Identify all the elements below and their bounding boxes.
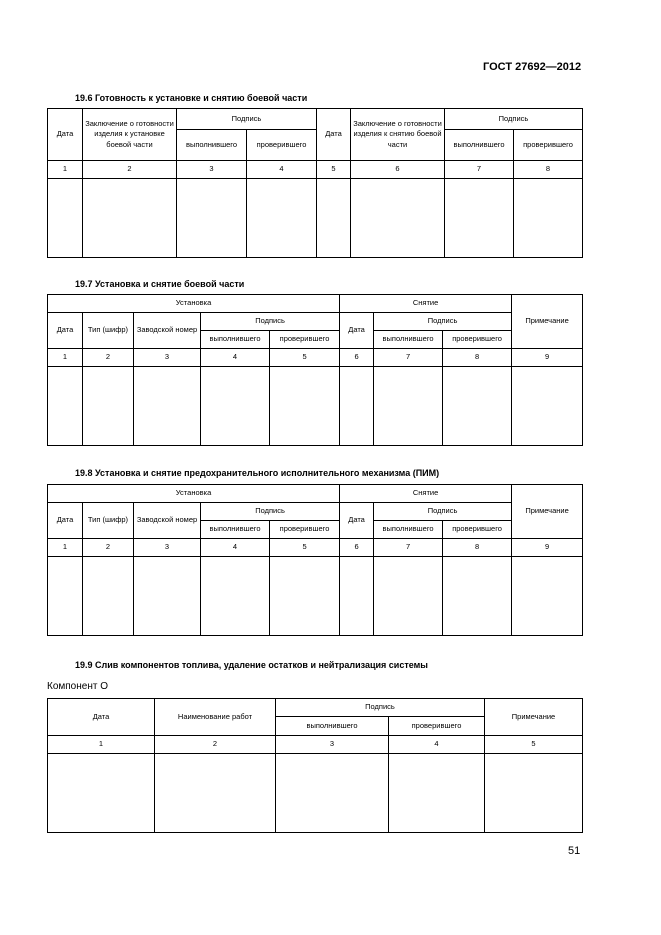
section-19-8-title: 19.8 Установка и снятие предохранительного исполнительного механизма (ПИМ)	[75, 468, 440, 478]
col-done: выполнившего	[201, 521, 270, 539]
empty-cell	[134, 367, 201, 446]
col-number: 7	[374, 539, 443, 557]
col-number: 8	[443, 349, 512, 367]
col-number: 6	[340, 539, 374, 557]
empty-cell	[443, 557, 512, 636]
col-done: выполнившего	[177, 130, 247, 161]
col-done-2: выполнившего	[374, 331, 443, 349]
col-checked: проверившего	[270, 521, 340, 539]
empty-cell	[443, 367, 512, 446]
col-number: 1	[48, 736, 155, 754]
col-date: Дата	[48, 503, 83, 539]
empty-cell	[48, 557, 83, 636]
col-signature-2: Подпись	[445, 109, 583, 130]
standard-number: ГОСТ 27692—2012	[483, 61, 582, 73]
col-remove-conclusion: Заключение о готовности изделия к снятию боевой части	[351, 109, 445, 161]
empty-cell	[155, 754, 276, 833]
empty-cell	[512, 557, 583, 636]
col-date: Дата	[48, 109, 83, 161]
col-signature-2: Подпись	[374, 313, 512, 331]
col-install-conclusion: Заключение о готовности изделия к установке боевой части	[83, 109, 177, 161]
empty-cell	[485, 754, 583, 833]
col-date: Дата	[48, 699, 155, 736]
col-number: 9	[512, 349, 583, 367]
col-note: Примечание	[485, 699, 583, 736]
col-number: 8	[443, 539, 512, 557]
col-number: 7	[374, 349, 443, 367]
col-number: 5	[317, 161, 351, 179]
col-signature: Подпись	[201, 503, 340, 521]
col-date: Дата	[48, 313, 83, 349]
empty-cell	[201, 557, 270, 636]
empty-cell	[514, 179, 583, 258]
col-number: 5	[485, 736, 583, 754]
table-19-6	[47, 108, 583, 258]
empty-cell	[270, 367, 340, 446]
empty-cell	[512, 367, 583, 446]
col-serial: Заводской номер	[134, 313, 201, 349]
col-number: 5	[270, 539, 340, 557]
empty-cell	[247, 179, 317, 258]
col-remove: Снятие	[340, 485, 512, 503]
col-number: 3	[177, 161, 247, 179]
col-number: 1	[48, 161, 83, 179]
col-number: 9	[512, 539, 583, 557]
col-number: 2	[155, 736, 276, 754]
page-number: 51	[568, 845, 581, 857]
col-work-name: Наименование работ	[155, 699, 276, 736]
col-checked: проверившего	[270, 331, 340, 349]
col-number: 3	[134, 349, 201, 367]
col-date-2: Дата	[340, 313, 374, 349]
empty-cell	[340, 367, 374, 446]
empty-cell	[48, 754, 155, 833]
col-number: 6	[340, 349, 374, 367]
col-number: 4	[389, 736, 485, 754]
col-number: 8	[514, 161, 583, 179]
col-number: 5	[270, 349, 340, 367]
col-checked-2: проверившего	[443, 521, 512, 539]
col-number: 3	[276, 736, 389, 754]
col-done-2: выполнившего	[445, 130, 514, 161]
section-19-7-title: 19.7 Установка и снятие боевой части	[75, 279, 245, 289]
empty-cell	[134, 557, 201, 636]
col-type: Тип (шифр)	[83, 503, 134, 539]
col-number: 4	[201, 539, 270, 557]
table-19-7	[47, 294, 583, 446]
empty-cell	[389, 754, 485, 833]
empty-cell	[83, 367, 134, 446]
col-number: 1	[48, 349, 83, 367]
table-19-8	[47, 484, 583, 636]
col-done: выполнившего	[201, 331, 270, 349]
empty-cell	[351, 179, 445, 258]
col-serial: Заводской номер	[134, 503, 201, 539]
col-number: 6	[351, 161, 445, 179]
col-note: Примечание	[512, 485, 583, 539]
section-19-9-title: 19.9 Слив компонентов топлива, удаление остатков и нейтрализация системы	[75, 660, 428, 670]
empty-cell	[270, 557, 340, 636]
empty-cell	[317, 179, 351, 258]
empty-cell	[276, 754, 389, 833]
empty-cell	[48, 179, 83, 258]
col-date-2: Дата	[317, 109, 351, 161]
col-install: Установка	[48, 295, 340, 313]
empty-cell	[48, 367, 83, 446]
col-type: Тип (шифр)	[83, 313, 134, 349]
empty-cell	[374, 367, 443, 446]
col-signature: Подпись	[201, 313, 340, 331]
col-number: 2	[83, 349, 134, 367]
component-label: Компонент О	[47, 681, 108, 692]
col-number: 1	[48, 539, 83, 557]
empty-cell	[177, 179, 247, 258]
col-number: 4	[247, 161, 317, 179]
section-19-6-title: 19.6 Готовность к установке и снятию боевой части	[75, 93, 308, 103]
col-note: Примечание	[512, 295, 583, 349]
col-checked-2: проверившего	[443, 331, 512, 349]
col-checked: проверившего	[247, 130, 317, 161]
col-signature: Подпись	[177, 109, 317, 130]
empty-cell	[340, 557, 374, 636]
col-signature-2: Подпись	[374, 503, 512, 521]
empty-cell	[445, 179, 514, 258]
col-date-2: Дата	[340, 503, 374, 539]
empty-cell	[83, 179, 177, 258]
col-number: 4	[201, 349, 270, 367]
col-remove: Снятие	[340, 295, 512, 313]
empty-cell	[201, 367, 270, 446]
col-checked-2: проверившего	[514, 130, 583, 161]
col-number: 3	[134, 539, 201, 557]
col-checked: проверившего	[389, 717, 485, 736]
col-number: 2	[83, 539, 134, 557]
empty-cell	[83, 557, 134, 636]
col-done: выполнившего	[276, 717, 389, 736]
empty-cell	[374, 557, 443, 636]
col-signature: Подпись	[276, 699, 485, 717]
table-19-9	[47, 698, 583, 833]
col-install: Установка	[48, 485, 340, 503]
col-number: 2	[83, 161, 177, 179]
col-number: 7	[445, 161, 514, 179]
col-done-2: выполнившего	[374, 521, 443, 539]
